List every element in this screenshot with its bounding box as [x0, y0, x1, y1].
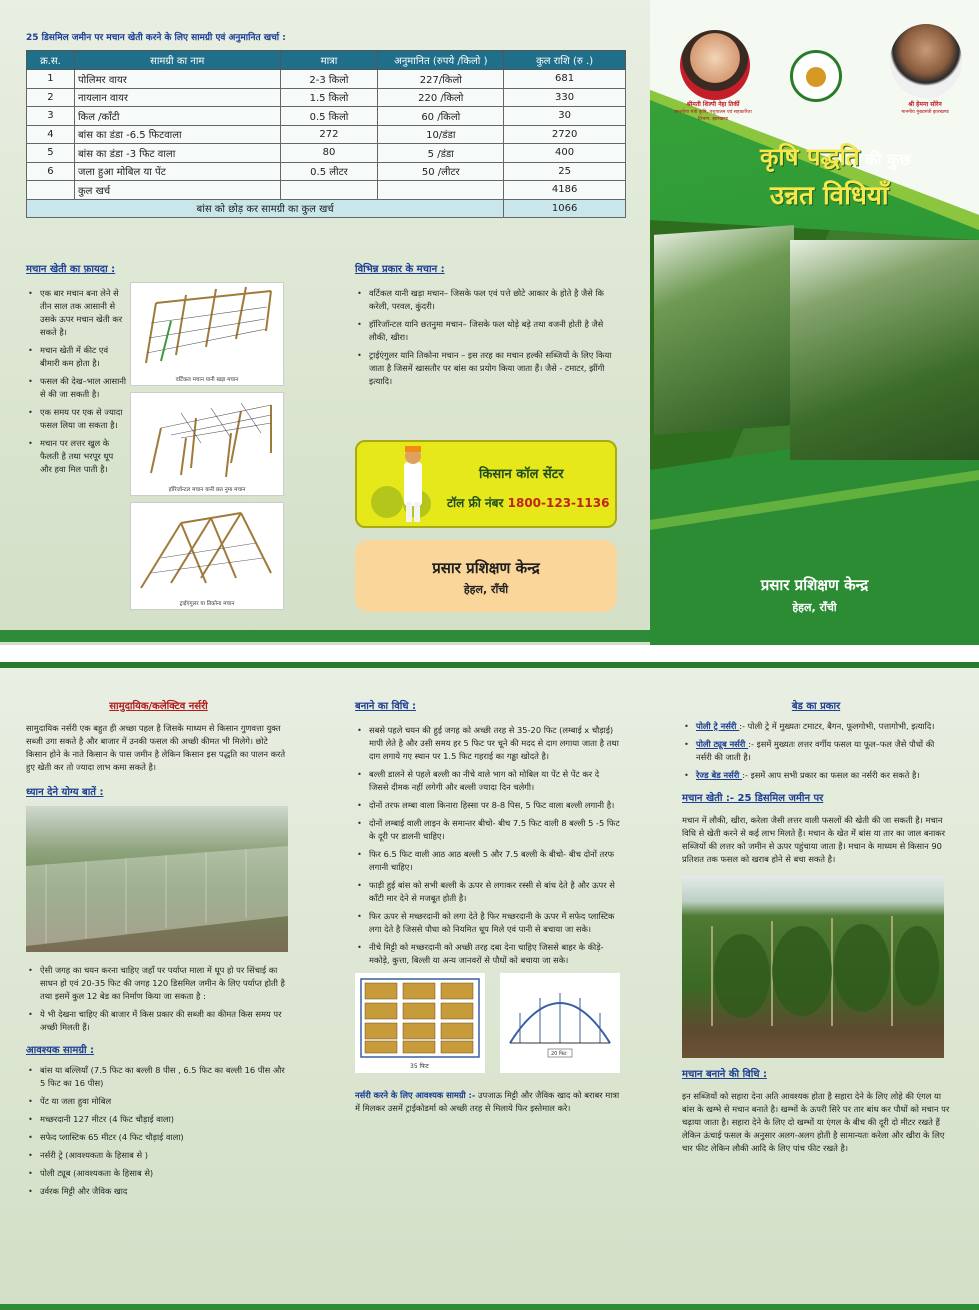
image-caption: ट्राईएंगुलर या तिकोना मचान [179, 601, 235, 607]
list-item: • पोली ट्यूब (आवश्यकता के हिसाब से) [26, 1167, 291, 1180]
list-item: • बांस या बल्लियाँ (7.5 फिट का बल्ली 8 पीस , 6.5 फिट का बल्ली 16 पीस और 5 फिट का 16 पीस) [26, 1064, 291, 1090]
polyhouse-photo-right [790, 240, 979, 460]
method-column [355, 698, 620, 1115]
cell [280, 181, 378, 200]
cell: 2 [27, 88, 75, 107]
kisan-call-center-box [355, 440, 617, 528]
cell: 1066 [504, 199, 626, 218]
cell: 2-3 किलो [280, 70, 378, 89]
nursery-diagrams [355, 973, 620, 1083]
cell: किल /काँटी [74, 107, 280, 126]
list-item: • नर्सरी ट्रे (आवश्यकता के हिसाब से ) [26, 1149, 291, 1162]
table-row [27, 70, 626, 89]
cell: 1.5 किलो [280, 88, 378, 107]
list-item [682, 720, 950, 733]
training-center-name: प्रसार प्रशिक्षण केन्द्र [432, 559, 540, 577]
community-text: सामुदायिक नर्सरी एक बहुत ही अच्छा पहल है जिसके माध्यम से किसान गुणवत्ता युक्त सब्जी उगा सकते है और बाजार में उनकी फसल की अच्छी कीमत भी मिलेगे। छोटे किसान होने के नाते किसान के पास जमीन है लेकिन किसान इस पद्धति का पालन करते हुए खेती कर तो ज्यादा लाभ कमा सकते है। [26, 723, 286, 772]
cell: बांस को छोड़ कर सामग्री का कुल खर्च [27, 199, 504, 218]
machan-method-title: मचान बनाने की विधि : [682, 1069, 767, 1080]
table-row [27, 199, 626, 218]
cell: 272 [280, 125, 378, 144]
cover-center-name: प्रसार प्रशिक्षण केन्द्र [760, 576, 869, 594]
cell [27, 181, 75, 200]
table-row [27, 162, 626, 181]
cell: 1 [27, 70, 75, 89]
vertical-machan-drawing [131, 283, 283, 371]
list-item: • सबसे पहले चयन की हुई जगह को अच्छी तरह से 35-20 फिट (लम्बाई x चौड़ाई) मापी लेते है और उसी समय हर 5 फिट पर चूने की मदद से दाग लगाया जाता है तथा दाग लगाये गए स्थान पर 1.5 फिट गहराई का गड्ढा खोदते है। [355, 724, 620, 763]
cell: 4 [27, 125, 75, 144]
table-row [27, 107, 626, 126]
list-item: • फिर 6.5 फिट वाली आठ आठ बल्ली 5 और 7.5 बल्ली के बीचो- बीच दोनों तरफ लगानी चाहिए। [355, 848, 620, 874]
cell: 0.5 किलो [280, 107, 378, 126]
bed-type-text: :- पोली ट्रे में मुख्यतः टमाटर, बैगन, फूलगोभी, पत्तागोभी, इत्यादि। [739, 721, 935, 731]
col-header: कुल राशि (रु .) [504, 51, 626, 70]
cell: बांस का डंडा -6.5 फिटवाला [74, 125, 280, 144]
cell: 400 [504, 144, 626, 163]
cover-title [760, 140, 911, 173]
cover-title-main: कृषि पद्धति [760, 143, 860, 171]
cell: 60 /किलो [378, 107, 504, 126]
table-row [27, 181, 626, 200]
list-item: • दोनों लम्बाई वाली लाइन के समान्तर बीचो- बीच 7.5 फिट वाली 8 बल्ली 5 -5 फिट के दूरी पर डालनी चाहिए। [355, 817, 620, 843]
list-item: • मचान पर लत्तर खुल के फैलती है तथा भरपूर धूप और हवा मिल पाती है। [26, 437, 126, 476]
list-item: • सफेद प्लास्टिक 65 मीटर (4 फिट चौड़ाई वाला) [26, 1131, 291, 1144]
bed-type-text: :- इसमें आप सभी प्रकार का फसल का नर्सरी कर सकते है। [742, 770, 920, 780]
machan-method-text: इन सब्जियों को सहारा देना अति आवश्यक होता है सहारा देने के लिए लोहे की एंगल या बांस के खम्भे से मचान बनाते है। खम्भों के ऊपरी सिरे पर तार बांध कर पौधों को मचान पर चढ़ाया जाता है। सहारा देने के लिए दो खम्भों या एंगल के बीच की दूरी दो मीटर रखते हैं लेकिन ऊंचाई फसल के अनुसार अलग-अलग होती है सामान्यतः करेला और खीरा के लिए चार फीट लेकिन लौकी आदि के लिए पांच फीट रखते है। [682, 1091, 950, 1153]
minister-name: श्रीमती शिल्पी नेहा तिर्की [686, 101, 740, 108]
machan-farming-text: मचान में लौकी, खीरा, करेला जैसी लत्तर वाली फसलों की खेती की जा सकती है। मचान विधि से खेती करने से कई लाभ मिलते हैं। मचान के खेत में बांस या तार का जाल बनाकर सब्जियों की लत्तर को जमीन से ऊपर पहुंचाया जाता है। मचान के माध्यम से किसान 90 प्रतिशत तक फसल को खराब होने से बचा सकते है। [682, 815, 946, 864]
jharkhand-emblem-icon [790, 50, 842, 102]
polyhouse-photo-left [654, 225, 794, 435]
diagram-dimension-label: 20 फिट [551, 1051, 567, 1057]
nursery-materials-text: उपजाऊ मिट्टी और जैविक खाद को बराबर मात्रा में मिलकर उसमें ट्राईकोडर्मा को अच्छी तरह से मिलाये फिर इस्तेमाल करे। [355, 1090, 620, 1113]
list-item: • पेंट या जला हुवा मोबिल [26, 1095, 291, 1108]
nursery-photo [26, 806, 288, 952]
method-list [355, 724, 620, 967]
beds-list [682, 720, 950, 782]
list-item: • हॉरिजॉन्टल यानि छतनुमा मचान– जिसके फल थोड़े बड़े तथा वजनी होती है जैसे लौकी, खीरा। [355, 318, 620, 344]
list-item: • ये भी देखना चाहिए की बाजार में किस प्रकार की सब्जी का कीमत किस समय पर अच्छी मिलती हैं। [26, 1008, 291, 1034]
benefits-list [26, 287, 126, 476]
cell: 0.5 लीटर [280, 162, 378, 181]
diagram-dimension-label: 35 फिट [410, 1063, 429, 1070]
chief-minister-photo [890, 24, 962, 98]
community-column [26, 698, 291, 1203]
attention-list [26, 964, 291, 1034]
cell [378, 181, 504, 200]
material-caption: 25 डिसमिल जमीन पर मचान खेती करने के लिए सामग्री एवं अनुमानित खर्चा : [26, 33, 286, 43]
machan-field-drawing [682, 876, 944, 1058]
list-item: • मचान खेती में कीट एवं बीमारी कम होता है। [26, 344, 126, 370]
chief-minister-name: श्री हेमन्त सोरेन [908, 101, 942, 108]
cover-title-suffix: की कुछ [859, 150, 911, 169]
cell: जला हुआ मोबिल या पेंट [74, 162, 280, 181]
cell: 220 /किलो [378, 88, 504, 107]
list-item: • मच्छरदानी 127 मीटर (4 फिट चौड़ाई वाला) [26, 1113, 291, 1126]
list-item [682, 769, 950, 782]
bed-layout-diagram [355, 973, 485, 1073]
cover-subtitle: उन्नत विधियाँ [770, 181, 889, 211]
cell: 6 [27, 162, 75, 181]
horizontal-machan-image [130, 392, 284, 496]
chief-minister-role: माननीय मुख्यमंत्री झारखण्ड [901, 110, 949, 115]
horizontal-machan-drawing [131, 393, 283, 481]
cell: 227/किलो [378, 70, 504, 89]
list-item: • फसल की देख–भाल आसानी से की जा सकती है। [26, 375, 126, 401]
vertical-machan-image [130, 282, 284, 386]
list-item: • उर्वरक मिट्टी और जैविक खाद [26, 1185, 291, 1198]
cell: 330 [504, 88, 626, 107]
toll-free-line [447, 494, 609, 511]
types-section [355, 255, 620, 393]
col-header: अनुमानित (रुपये /किलो ) [378, 51, 504, 70]
machan-field-photo [682, 876, 944, 1058]
triangular-machan-image [130, 502, 284, 610]
benefits-title: मचान खेती का फ़ायदा : [26, 264, 116, 275]
farmer-icon [359, 442, 459, 526]
list-item: • एक बार मचान बना लेने से तीन साल तक आसानी से उसके ऊपर मचान खेती कर सकते है। [26, 287, 126, 339]
table-row [27, 144, 626, 163]
cell: नायलान वायर [74, 88, 280, 107]
cell: पोलिमर वायर [74, 70, 280, 89]
bottom-bar [0, 1304, 979, 1310]
cell: 2720 [504, 125, 626, 144]
list-item: • नीचे मिट्टी को मच्छरदानी को अच्छी तरह दबा देना चाहिए जिससे बाहर के कीड़े-मकोड़े, कुत्ता, बिल्ली या अन्य जानवरों से पौधों को बचाया जा सके। [355, 941, 620, 967]
list-item: • फाड़ी हुई बांस को सभी बल्ली के ऊपर से लगाकर रस्सी से बांध देते है और ऊपर से काँटी मार देने से मजबूत होती है। [355, 879, 620, 905]
col-header: क्र.स. [27, 51, 75, 70]
col-header: मात्रा [280, 51, 378, 70]
machan-farming-title: मचान खेती :- 25 डिसमिल जमीन पर [682, 793, 824, 804]
nursery-net-drawing [26, 806, 288, 952]
nursery-materials-paragraph [355, 1089, 620, 1115]
bed-type-name: रेज्ड बेड नर्सरी [696, 770, 743, 780]
list-item: • दोनों तरफ लम्बा वाला किनारा हिस्सा पर 8-8 पिस, 5 फिट वाला बल्ली लगानी है। [355, 799, 620, 812]
tunnel-cross-section-diagram [500, 973, 620, 1073]
minister-photo [680, 30, 750, 100]
table-row [27, 88, 626, 107]
triangular-machan-drawing [131, 503, 283, 595]
community-title: सामुदायिक/कलेक्टिव नर्सरी [109, 701, 208, 712]
list-item: • फिर ऊपर से मच्छरदानी को लगा देते है फिर मच्छरदानी के ऊपर में सफेद प्लास्टिक लगा देते है जिससे पौधा को नियमित धूप मिले एवं पानी से बचाया जा सके। [355, 910, 620, 936]
cell: बांस का डंडा -3 फिट वाला [74, 144, 280, 163]
cover-panel [650, 0, 979, 645]
cell: 30 [504, 107, 626, 126]
list-item: • एक समय पर एक से ज्यादा फसल लिया जा सकता है। [26, 406, 126, 432]
types-list [355, 287, 620, 388]
list-item: • वर्टिकल यानी खड़ा मचान– जिसके फल एवं पत्ते छोटे आकार के होते है जैसे कि करेली, परवल, कुंदरी। [355, 287, 620, 313]
nursery-materials-title: नर्सरी करने के लिए आवश्यक सामग्री :- [355, 1090, 476, 1100]
training-center-place: हेहल, राँची [463, 583, 509, 596]
list-item: • बल्ली डालने से पहले बल्ली का नीचे वाले भाग को मोबिल या पेंट से पेंट कर दे जिससे दीमक नहीं लगेगी और बल्ली ज्यादा दिन चलेगी। [355, 768, 620, 794]
types-title: विभिन्न प्रकार के मचान : [355, 264, 445, 275]
method-title: बनाने का विधि : [355, 701, 417, 712]
bed-type-name: पोली ट्रे नर्सरी [696, 721, 740, 731]
image-caption: हॉरिजॉन्टल मचान यानी छत नुमा मचान [168, 487, 246, 493]
cell: 50 /लीटर [378, 162, 504, 181]
training-center-box [355, 540, 617, 612]
cell: 5 /डंडा [378, 144, 504, 163]
list-item [682, 738, 950, 764]
cell: 5 [27, 144, 75, 163]
materials-title: आवश्यक सामग्री : [26, 1045, 95, 1056]
call-center-title: किसान कॉल सेंटर [479, 467, 564, 482]
beds-title: बेड का प्रकार [791, 701, 841, 712]
cell: 10/डंडा [378, 125, 504, 144]
cell: 4186 [504, 181, 626, 200]
col-header: सामग्री का नाम [74, 51, 280, 70]
back-sheet [0, 662, 979, 1310]
materials-list [26, 1064, 291, 1198]
material-table [26, 50, 626, 218]
front-sheet [0, 0, 979, 645]
beds-column [682, 698, 950, 1155]
cell: 681 [504, 70, 626, 89]
list-item: • ऐसी जगह का चयन करना चाहिए जहाँ पर पर्याप्त माला में धूप हो पर सिंचाई का साधन हो एवं 20-35 फिट की जगह 120 डिसमिल जमीन के लिए पर्याप्त होती है तथा इसमें कुल 12 बेड का निर्माण किया जा सकता है : [26, 964, 291, 1003]
cover-center-place: हेहल, राँची [792, 601, 837, 614]
toll-free-number[interactable]: 1800-123-1136 [507, 496, 610, 510]
minister-role: माननीया मंत्री कृषि, पशुपालन एवं सहकारिता विभाग, झारखण्ड [674, 110, 752, 122]
cell: 80 [280, 144, 378, 163]
table-row [27, 125, 626, 144]
cell: 3 [27, 107, 75, 126]
bed-type-name: पोली ट्यूब नर्सरी [696, 739, 749, 749]
toll-free-label: टॉल फ्री नंबर [447, 496, 504, 510]
image-caption: वर्टिकल मचान यानी खड़ा मचान [175, 377, 239, 383]
bed-type-text: :- इसमें मुख्यतः लत्तर वर्गीय फसल या फूल–फल जैसे पौधों की नर्सरी की जाती है। [696, 739, 935, 762]
cell: कुल खर्च [74, 181, 280, 200]
attention-title: ध्यान देने योग्य बातें : [26, 787, 104, 798]
cell: 25 [504, 162, 626, 181]
bottom-bar [0, 630, 650, 642]
list-item: • ट्राईएंगुलर यानि तिकोना मचान – इस तरह का मचान हल्की सब्जियों के लिए किया जाता है जिसमें खासतौर पर बांस का प्रयोग किया जाता हैं। जैसे - टमाटर, झींगी इत्यादि। [355, 349, 620, 388]
